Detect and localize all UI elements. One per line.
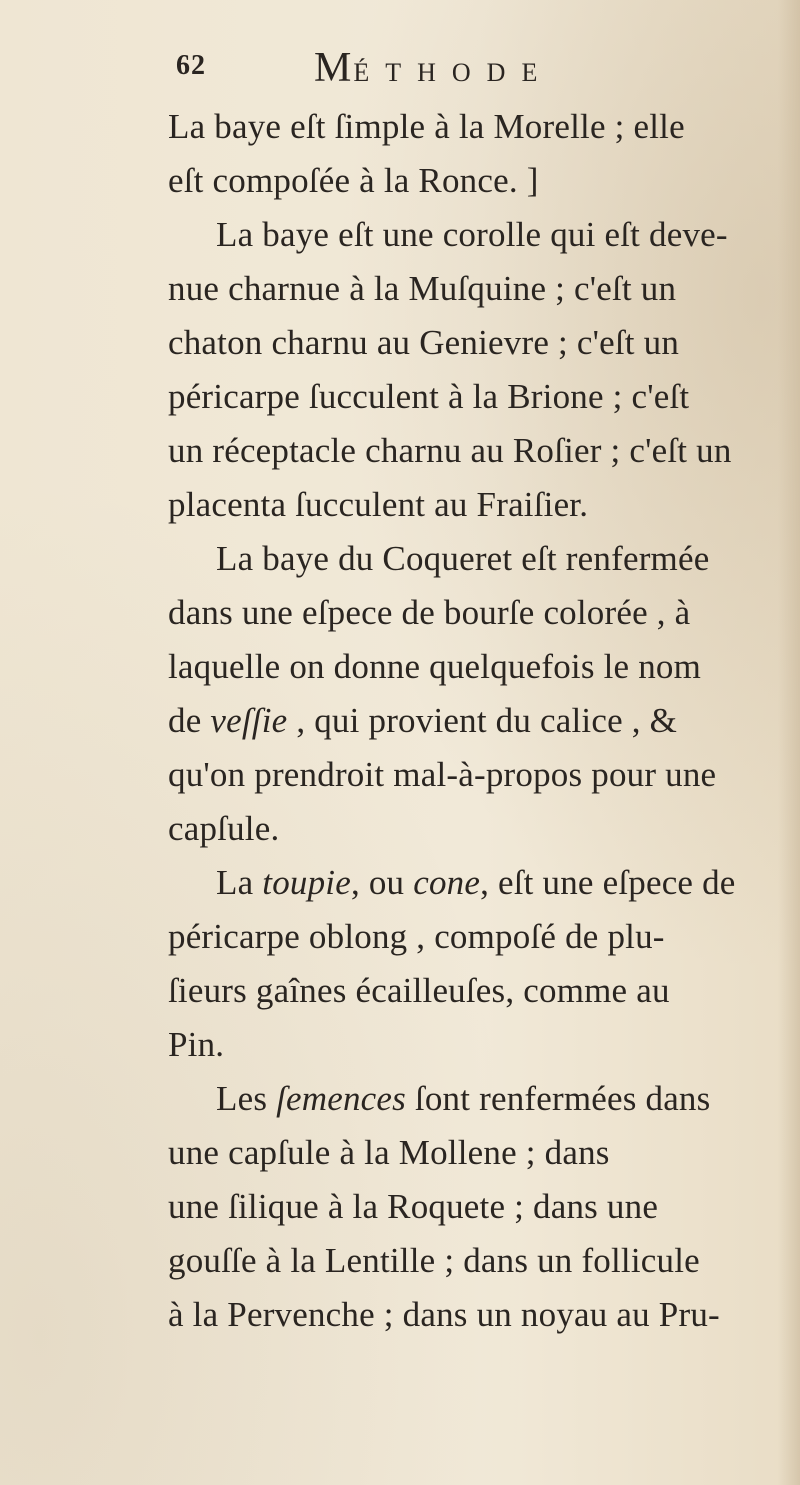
text-run: eſt compoſée à la Ronce. ] <box>168 161 539 200</box>
text-line <box>168 1018 794 1072</box>
italic-term: cone <box>413 863 481 902</box>
text-line <box>168 154 794 208</box>
paragraph-start-line <box>168 532 794 586</box>
text-line <box>168 316 794 370</box>
text-run: ſieurs gaînes écailleuſes, comme au <box>168 971 670 1010</box>
paragraph-start-line <box>168 856 794 910</box>
text-run: chaton charnu au Genievre ; c'eſt un <box>168 323 680 362</box>
text-line <box>168 586 794 640</box>
text-line <box>168 478 794 532</box>
paragraph-start-line <box>168 1072 794 1126</box>
text-run: qu'on prendroit mal-à-propos pour une <box>168 755 717 794</box>
text-run: laquelle on donne quelquefois le nom <box>168 647 702 686</box>
running-head-rest: ÉTHODE <box>353 58 554 87</box>
text-line <box>168 748 794 802</box>
text-line <box>168 640 794 694</box>
text-run: nue charnue à la Muſquine ; c'eſt un <box>168 269 677 308</box>
running-head-initial: M <box>314 45 354 91</box>
text-run: , eſt une eſpece de <box>480 863 736 902</box>
italic-term: ſemences <box>276 1079 406 1118</box>
text-run: , ou <box>350 863 414 902</box>
text-line <box>168 100 794 154</box>
text-line <box>168 910 794 964</box>
text-line <box>168 1126 794 1180</box>
text-line <box>168 1288 794 1342</box>
running-head <box>314 44 553 92</box>
paragraph-start-line <box>168 208 794 262</box>
text-run: une ſilique à la Roquete ; dans une <box>168 1187 659 1226</box>
text-run: péricarpe ſucculent à la Brione ; c'eſt <box>168 377 690 416</box>
body-text <box>168 100 794 1342</box>
text-line <box>168 262 794 316</box>
text-line <box>168 1180 794 1234</box>
text-run: Pin. <box>168 1025 225 1064</box>
text-line <box>168 802 794 856</box>
text-run: dans une eſpece de bourſe colorée , à <box>168 593 691 632</box>
page-number: 62 <box>176 50 206 81</box>
text-run: Les <box>216 1079 277 1118</box>
italic-term: veſſie <box>210 701 288 740</box>
text-run: un réceptacle charnu au Roſier ; c'eſt un <box>168 431 732 470</box>
text-run: ſont renfermées dans <box>405 1079 711 1118</box>
text-run: La baye eſt une corolle qui eſt deve- <box>216 215 728 254</box>
text-line <box>168 424 794 478</box>
text-run: La <box>216 863 263 902</box>
text-run: La baye eſt ſimple à la Morelle ; elle <box>168 107 685 146</box>
text-line <box>168 370 794 424</box>
italic-term: toupie <box>262 863 351 902</box>
page-header <box>176 44 736 94</box>
text-line <box>168 1234 794 1288</box>
text-run: gouſſe à la Lentille ; dans un follicule <box>168 1241 700 1280</box>
text-run: placenta ſucculent au Fraiſier. <box>168 485 589 524</box>
text-line <box>168 964 794 1018</box>
text-run: capſule. <box>168 809 280 848</box>
text-run: péricarpe oblong , compoſé de plu- <box>168 917 665 956</box>
text-run: de <box>168 701 211 740</box>
text-run: une capſule à la Mollene ; dans <box>168 1133 610 1172</box>
text-run: , qui provient du calice , & <box>287 701 678 740</box>
text-run: à la Pervenche ; dans un noyau au Pru- <box>168 1295 720 1334</box>
text-line <box>168 694 794 748</box>
text-run: La baye du Coqueret eſt renfermée <box>216 539 710 578</box>
